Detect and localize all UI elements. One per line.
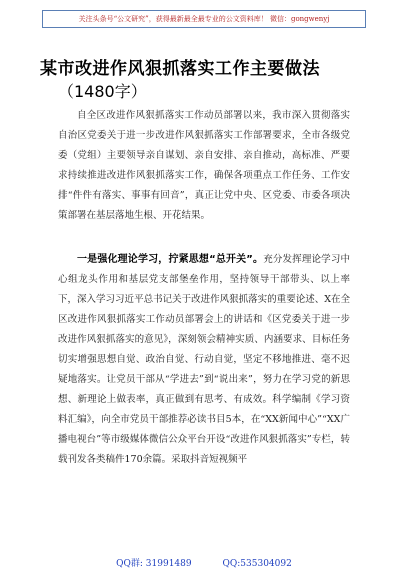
word-count: （1480字） [58, 82, 147, 101]
paragraph-study-body: 充分发挥理论学习中心组龙头作用和基层党支部堡垒作用，坚持领导干部带头、以上率下，深入学习习近平总书记关于改进作风狠抓落实的重要论述、X在全区改进作风狠抓落实工作动员部署会上的讲话和《区党委关于进一步改进作风狠抓落实的意见》，深刻领会精神实质、内涵要求、目标任务切实增强思想自觉、政治自觉、行动自觉，坚定不移地推进、毫不迟疑地落实。让党员干部从“学进去”到“说出来”，努力在学习党的新思想、新理论上做表率，真正做到有思考、有成效。科学编制《学习资料汇编》，向全市党员干部推荐必读书目5本，在“XX新闻中心”“XX广播电视台”等市级媒体微信公众平台开设“改进作风狠抓落实”专栏，转载刊发各类稿件170余篇。采取抖音短视频平 [58, 254, 350, 465]
footer-qq-group: QQ群: 31991489 [116, 559, 192, 569]
paragraph-study [58, 250, 350, 470]
footer-qq: QQ:535304092 [222, 559, 292, 569]
header-banner: 关注头条号“公文研究”，获得最新最全最专业的公文资料库！ 微信：gongwenyj [42, 10, 366, 28]
paragraph-intro: 自全区改进作风狠抓落实工作动员部署以来，我市深入贯彻落实自治区党委关于进一步改进作风狠抓落实工作部署要求，全市各级党委（党组）主要领导亲自谋划、亲自安排、亲自推动，高标准、严要求持续推进改进作风狠抓落实工作，确保各项重点工作任务、工作安排“件件有落实、事事有回音”，真正让党中央、区党委、市委各项决策部署在基层落地生根、开花结果。 [58, 110, 350, 221]
document-title: 某市改进作风狠抓落实工作主要做法 [40, 59, 320, 79]
section-heading: 一是强化理论学习，拧紧思想“总开关”。 [77, 254, 264, 265]
footer-contacts [0, 556, 408, 569]
